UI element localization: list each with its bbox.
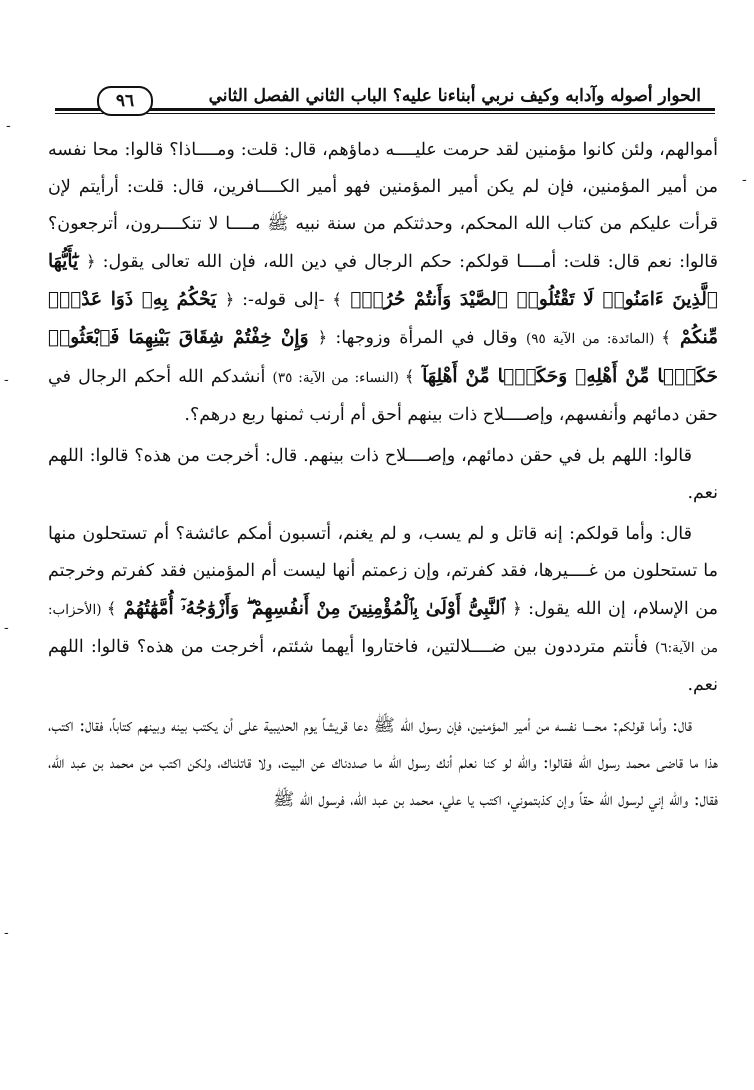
verse-reference: (المائدة: من الآية ٩٥) bbox=[525, 331, 662, 347]
verse-reference: (النساء: من الآية: ٣٥) bbox=[272, 370, 405, 386]
text-run: قال: وأما قولكم: محــــا نفسه من أمير المؤمنين، فإن رسول الله ﷺ دعا قريشاً يوم الحديبية على أن يكتب بينه وبينهم كتاباً، فقال: اكتب، هذا ما قاضى محمد رسول الله فقالوا: والله لو كنا نعلم أنك رسول الله ما صددناك عن البيت، ولا قاتلناك، ولكن اكتب من محمد بن عبد الله، فقال: والله إني لرسول الله حقاً وإن كذبتموني، اكتب يا علي، محمد بن عبد الله، فرسول الله ﷺ bbox=[48, 716, 718, 810]
margin-mark: - bbox=[742, 172, 747, 188]
verse-bracket: ﴿ bbox=[512, 599, 522, 618]
text-run: قالوا: اللهم بل في حقن دمائهم، وإصــــلاح ذات بينهم. قال: أخرجت من هذه؟ قالوا: اللهم نعم. bbox=[48, 446, 718, 503]
body-text bbox=[48, 132, 718, 823]
text-run: -إلى قوله-: bbox=[234, 290, 333, 310]
quran-verse: يَٰٓأَيُّهَا ٱلَّذِينَ ءَامَنُوا۟ لَا تَقْتُلُوا۟ ٱلصَّيْدَ وَأَنتُمْ حُرُمٌۭ bbox=[48, 251, 719, 310]
verse-bracket: ﴿ bbox=[86, 252, 96, 271]
quran-verse: ٱلنَّبِىُّ أَوْلَىٰ بِٱلْمُؤْمِنِينَ مِنْ أَنفُسِهِمْ ۖ وَأَزْوَٰجُهُۥٓ أُمَّهَٰتُهُمْ bbox=[116, 598, 513, 619]
verse-bracket: ﴾ bbox=[404, 367, 415, 386]
paragraph bbox=[48, 516, 718, 704]
margin-mark: - bbox=[6, 118, 11, 134]
text-run: فأنتم مترددون بين ضــــلالتين، فاختاروا أيهما شئتم، أخرجت من هذه؟ قالوا: اللهم نعم. bbox=[48, 637, 718, 695]
margin-mark: - bbox=[4, 372, 9, 388]
header-rule bbox=[55, 108, 715, 111]
verse-bracket: ﴾ bbox=[332, 290, 342, 309]
running-title: الحوار أصوله وآدابه وكيف نربي أبناءنا عليه؟ الباب الثاني الفصل الثاني bbox=[205, 86, 705, 106]
text-run: أنشدكم الله أحكم الرجال في حقن دمائهم وأنفسهم، وإصــــلاح ذات بينهم أحق أم أرنب ثمنها ربع درهم؟. bbox=[48, 367, 718, 425]
verse-bracket: ﴾ bbox=[106, 599, 117, 618]
text-run: قال: وأما قولكم: إنه قاتل و لم يسب، و لم يغنم، أتسبون أمكم عائشة؟ أم تستحلون منها ما تستحلون من غــــيرها، فقد كفرتم، وإن زعمتم أنها ليست أم المؤمنين فقد كفرتم وخرجتم من الإسلام، إن الله يقول: bbox=[48, 524, 718, 619]
text-run: وقال في المرأة وزوجها: bbox=[327, 328, 526, 348]
quran-verse: وَإِنْ خِفْتُمْ شِقَاقَ بَيْنِهِمَا فَٱبْعَثُوا۟ حَكَمًۭا مِّنْ أَهْلِهِۦ وَحَكَمًۭا مِّنْ أَهْلِهَآ bbox=[48, 327, 718, 387]
verse-reference: (الأحزاب: من الآية:٦) bbox=[48, 602, 718, 656]
verse-bracket: ﴿ bbox=[317, 328, 328, 347]
text-run: أموالهم، ولئن كانوا مؤمنين لقد حرمت عليــــه دماؤهم، قال: قلت: ومــــاذا؟ قالوا: محا نفسه من أمير المؤمنين، فإن لم يكن أمير المؤمنين فهو أمير الكــــافرين، قال: قلت: أرأيتم لإن قرأت عليكم من كتاب الله المحكم، وحدثتكم من سنة نبيه ﷺ مــــا لا تنكــــرون، أترجعون؟ قالوا: نعم قال: قلت: أمــــا قولكم: حكم الرجال في دين الله، فإن الله تعالى يقول: bbox=[48, 140, 719, 272]
paragraph bbox=[48, 438, 718, 512]
quran-verse: يَحْكُمُ بِهِۦ ذَوَا عَدْلٍۢ مِّنكُمْ bbox=[48, 289, 718, 348]
page-number: ٩٦ bbox=[97, 86, 153, 116]
verse-bracket: ﴾ bbox=[661, 328, 671, 347]
paragraph bbox=[48, 132, 718, 434]
header-rule-thin bbox=[55, 113, 715, 114]
margin-mark: - bbox=[4, 925, 9, 941]
paragraph bbox=[48, 708, 718, 819]
margin-mark: - bbox=[4, 620, 9, 636]
page-header bbox=[55, 80, 715, 124]
verse-bracket: ﴿ bbox=[224, 290, 235, 309]
